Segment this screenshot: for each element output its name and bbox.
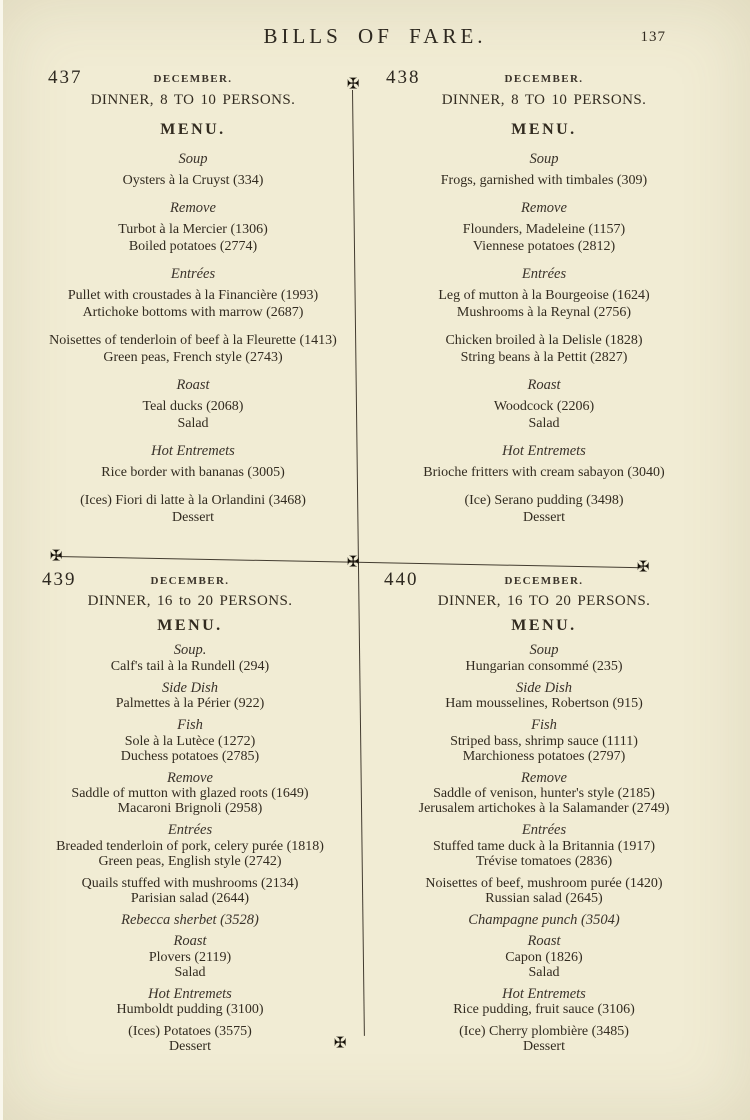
course-block	[366, 492, 722, 526]
course-heading: Remove	[167, 769, 213, 786]
course-block	[22, 987, 358, 1018]
menu-item-line: Salad	[528, 964, 560, 980]
course-block	[22, 876, 358, 906]
menu-header	[364, 570, 724, 590]
menu-section-439	[22, 570, 358, 1054]
menu-item-line: Capon (1826)	[505, 949, 583, 965]
course-heading: Entrées	[521, 822, 567, 838]
menu-item-line: Brioche fritters with cream sabayon (3040)	[423, 465, 665, 480]
course-block	[28, 443, 358, 481]
cross-ornament-icon: ✠	[346, 552, 360, 571]
menu-item-line: (Ices) Fiori di latte à la Orlandini (3468)	[80, 493, 306, 508]
menu-item-line: Saddle of mutton with glazed roots (1649)	[71, 786, 309, 801]
course-heading: Entrées	[170, 266, 216, 282]
course-heading: Soup	[529, 151, 559, 167]
course-block	[364, 1024, 724, 1054]
menu-item-line: (Ice) Cherry plombière (3485)	[459, 1024, 629, 1039]
menu-item-line: Noisettes of tenderloin of beef à la Fleurette (1413)	[49, 333, 337, 348]
course-block	[366, 377, 722, 432]
menu-label: MENU.	[157, 617, 223, 634]
course-heading: Hot Entremets	[148, 985, 232, 1002]
menu-section-440	[364, 570, 724, 1054]
course-heading: Soup.	[173, 642, 207, 658]
menu-item-line: Frogs, garnished with timbales (309)	[440, 173, 648, 188]
menu-item-line: Noisettes of beef, mushroom purée (1420)	[425, 875, 663, 891]
course-heading: Roast	[173, 933, 207, 949]
course-heading: Hot Entremets	[151, 443, 235, 459]
course-heading: Remove	[521, 769, 567, 786]
course-block	[22, 934, 358, 980]
course-block	[364, 681, 724, 712]
course-block	[364, 876, 724, 906]
menu-item-line: Mushrooms à la Reynal (2756)	[456, 305, 632, 320]
menu-item-line: String beans à la Pettit (2827)	[460, 350, 628, 365]
menu-item-line: Striped bass, shrimp sauce (1111)	[450, 733, 638, 749]
course-block	[364, 823, 724, 869]
menu-item-line: Trévise tomatoes (2836)	[475, 853, 613, 869]
course-heading: Fish	[177, 717, 203, 733]
menu-item-line: Salad	[174, 964, 206, 980]
menu-item-line: Green peas, French style (2743)	[103, 350, 283, 365]
menu-header	[366, 68, 722, 88]
course-heading: Champagne punch (3504)	[468, 911, 620, 928]
menu-month-label: DECEMBER.	[504, 575, 584, 587]
page-number: 137	[640, 29, 666, 45]
course-heading: Roast	[527, 933, 561, 949]
course-block	[364, 987, 724, 1018]
course-block	[22, 823, 358, 869]
menu-number: 437	[48, 67, 83, 88]
menu-label: MENU.	[511, 617, 577, 634]
menu-item-line: Turbot à la Mercier (1306)	[118, 222, 268, 237]
dinner-line: DINNER, 16 to 20 PERSONS.	[87, 593, 293, 609]
course-block	[364, 934, 724, 980]
menu-item-line: Rice pudding, fruit sauce (3106)	[453, 1002, 635, 1017]
course-heading: Roast	[176, 377, 210, 393]
menu-item-line: Breaded tenderloin of pork, celery purée (1818)	[56, 838, 324, 854]
menu-item-line: Palmettes à la Périer (922)	[115, 696, 265, 711]
course-heading: Side Dish	[162, 679, 218, 696]
cross-ornament-icon: ✠	[49, 546, 63, 565]
course-block	[366, 443, 722, 481]
course-heading: Entrées	[167, 822, 213, 838]
menu-item-line: Dessert	[169, 1039, 211, 1054]
menu-number: 438	[386, 67, 421, 88]
course-heading: Entrées	[521, 266, 567, 282]
course-block	[22, 643, 358, 674]
menu-item-line: Marchioness potatoes (2797)	[462, 748, 626, 764]
menu-item-line: Dessert	[172, 510, 214, 525]
menu-item-line: Flounders, Madeleine (1157)	[462, 222, 626, 237]
course-heading: Roast	[527, 377, 561, 393]
menu-item-line: Saddle of venison, hunter's style (2185)	[433, 786, 655, 801]
menu-item-line: Macaroni Brignoli (2958)	[117, 801, 263, 816]
cross-ornament-icon: ✠	[636, 557, 650, 576]
dinner-line: DINNER, 16 TO 20 PERSONS.	[437, 593, 651, 609]
menu-item-line: Teal ducks (2068)	[142, 399, 244, 414]
course-heading: Rebecca sherbet (3528)	[121, 911, 259, 928]
menu-item-line: Leg of mutton à la Bourgeoise (1624)	[438, 288, 650, 303]
course-heading: Remove	[170, 200, 216, 216]
menu-month-label: DECEMBER.	[504, 73, 584, 85]
course-heading: Soup	[529, 642, 559, 658]
menu-label: MENU.	[160, 121, 226, 138]
menu-item-line: Russian salad (2645)	[485, 890, 603, 906]
dinner-line: DINNER, 8 TO 10 PERSONS.	[441, 92, 647, 108]
course-block	[28, 151, 358, 189]
menu-item-line: Woodcock (2206)	[493, 399, 595, 414]
menu-item-line: Plovers (2119)	[148, 949, 232, 965]
cross-ornament-icon: ✠	[346, 74, 360, 93]
menu-item-line: (Ice) Serano pudding (3498)	[464, 493, 624, 508]
menu-section-437	[28, 68, 358, 526]
menu-header	[28, 68, 358, 88]
menu-item-line: Boiled potatoes (2774)	[128, 239, 258, 254]
menu-section-438	[366, 68, 722, 526]
menu-month-label: DECEMBER.	[153, 73, 233, 85]
dinner-line: DINNER, 8 TO 10 PERSONS.	[90, 92, 296, 108]
menu-item-line: Parisian salad (2644)	[130, 890, 250, 906]
menu-item-line: Duchess potatoes (2785)	[120, 748, 260, 764]
menu-number: 440	[384, 569, 419, 590]
menu-item-line: Humboldt pudding (3100)	[116, 1002, 264, 1017]
course-block	[28, 266, 358, 321]
course-block	[22, 681, 358, 712]
course-block	[28, 332, 358, 366]
menu-item-line: Jerusalem artichokes à la Salamander (2749)	[418, 801, 670, 816]
menu-item-line: Calf's tail à la Rundell (294)	[110, 658, 270, 674]
menu-item-line: Rice border with bananas (3005)	[101, 465, 285, 480]
course-block	[22, 771, 358, 817]
menu-item-line: Quails stuffed with mushrooms (2134)	[81, 875, 299, 891]
menu-item-line: Chicken broiled à la Delisle (1828)	[445, 333, 643, 348]
menu-item-line: Artichoke bottoms with marrow (2687)	[82, 305, 304, 320]
course-block	[28, 377, 358, 432]
menu-month-label: DECEMBER.	[150, 575, 230, 587]
course-block	[28, 492, 358, 526]
menu-header	[22, 570, 358, 590]
menu-item-line: Salad	[177, 416, 209, 431]
menu-item-line: Hungarian consommé (235)	[465, 658, 623, 674]
course-block	[364, 771, 724, 817]
course-block	[366, 151, 722, 189]
course-block	[366, 200, 722, 255]
menu-item-line: Dessert	[523, 1039, 565, 1054]
menu-item-line: Salad	[528, 416, 560, 431]
course-heading: Hot Entremets	[502, 985, 586, 1002]
menu-number: 439	[42, 569, 77, 590]
course-block	[364, 718, 724, 764]
menu-item-line: Viennese potatoes (2812)	[472, 239, 616, 254]
menu-item-line: (Ices) Potatoes (3575)	[128, 1024, 252, 1039]
course-block	[366, 266, 722, 321]
menu-item-line: Ham mousselines, Robertson (915)	[445, 696, 643, 711]
page-title: BILLS OF FARE.	[263, 24, 487, 48]
course-heading: Hot Entremets	[502, 443, 586, 459]
menu-item-line: Dessert	[523, 510, 565, 525]
course-heading: Side Dish	[516, 679, 572, 696]
course-block	[22, 913, 358, 928]
course-heading: Fish	[531, 717, 557, 733]
course-block	[364, 913, 724, 928]
menu-item-line: Sole à la Lutèce (1272)	[124, 733, 256, 749]
course-block	[22, 718, 358, 764]
menu-item-line: Pullet with croustades à la Financière (1993)	[67, 288, 319, 303]
course-block	[22, 1024, 358, 1054]
menu-item-line: Green peas, English style (2742)	[98, 853, 282, 869]
course-block	[364, 643, 724, 674]
cross-ornament-icon: ✠	[333, 1033, 347, 1052]
menu-item-line: Oysters à la Cruyst (334)	[122, 173, 264, 188]
menu-label: MENU.	[511, 121, 577, 138]
course-block	[366, 332, 722, 366]
course-heading: Soup	[178, 151, 208, 167]
menu-item-line: Stuffed tame duck à la Britannia (1917)	[432, 838, 656, 854]
course-heading: Remove	[521, 200, 567, 216]
course-block	[28, 200, 358, 255]
